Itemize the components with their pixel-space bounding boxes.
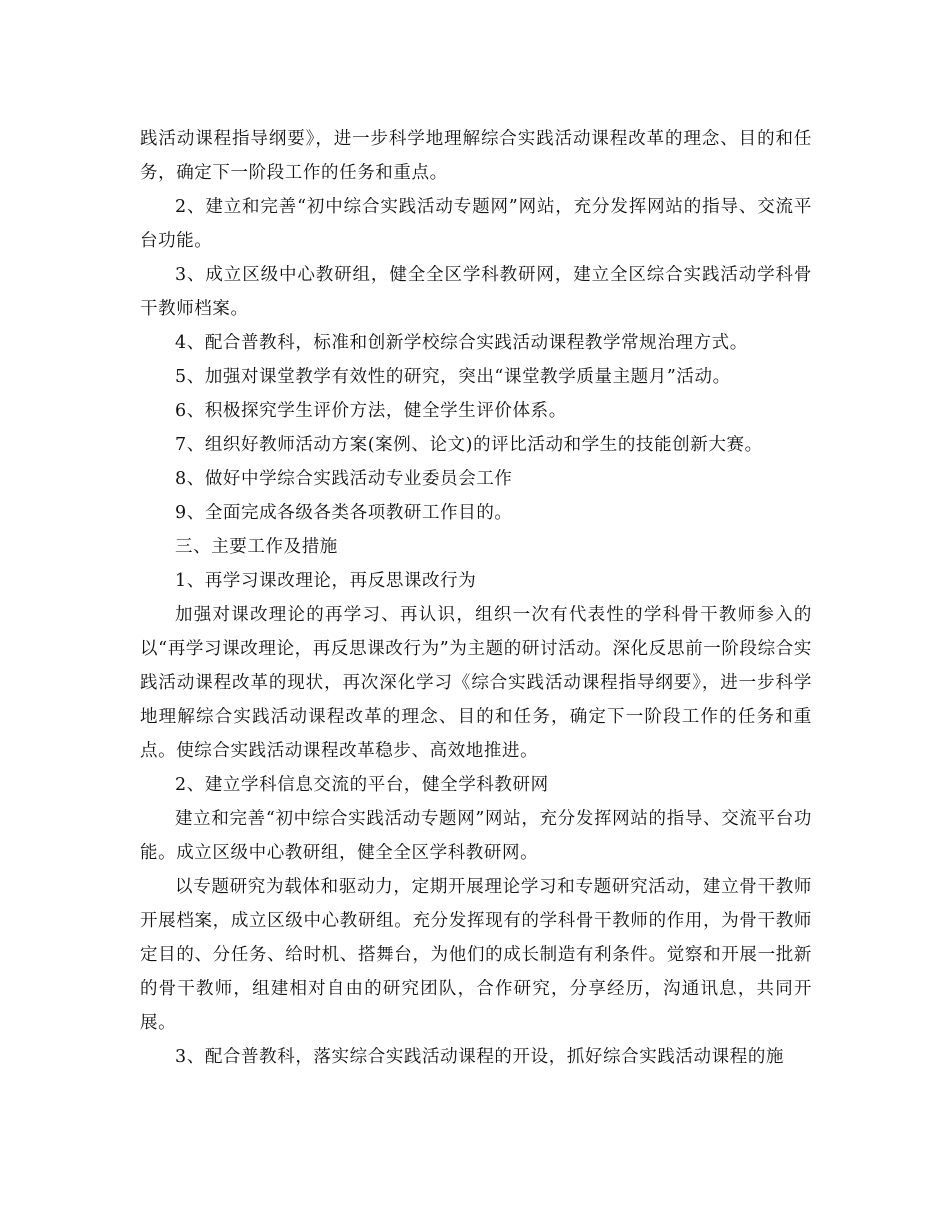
section-heading: 三、主要工作及措施	[175, 537, 338, 557]
paragraph-item-8: 8、做好中学综合实践活动专业委员会工作	[175, 469, 513, 489]
subheading-2: 2、建立学科信息交流的平台，健全学科教研网	[175, 775, 549, 795]
paragraph-body: 建立和完善“初中综合实践活动专题网”网站，充分发挥网站的指导、交流平台功能。成立区级中心教研组，健全全区学科教研网。	[140, 809, 812, 863]
document-body	[140, 122, 812, 1074]
paragraph-item-2: 2、建立和完善“初中综合实践活动专题网”网站，充分发挥网站的指导、交流平台功能。	[140, 197, 812, 251]
paragraph-item-5: 5、加强对课堂教学有效性的研究，突出“课堂教学质量主题月”活动。	[175, 367, 731, 387]
paragraph-item-9: 9、全面完成各级各类各项教研工作目的。	[175, 503, 513, 523]
subheading-1: 1、再学习课改理论，再反思课改行为	[175, 571, 477, 591]
paragraph-body: 以专题研究为载体和驱动力，定期开展理论学习和专题研究活动，建立骨干教师开展档案，成立区级中心教研组。充分发挥现有的学科骨干教师的作用，为骨干教师定目的、分任务、给时机、搭舞台，为他们的成长制造有利条件。觉察和开展一批新的骨干教师，组建相对自由的研究团队，合作研究，分享经历，沟通讯息，共同开展。	[140, 877, 812, 1033]
paragraph-item-7: 7、组织好教师活动方案(案例、论文)的评比活动和学生的技能创新大赛。	[175, 435, 763, 455]
paragraph-body: 加强对课改理论的再学习、再认识，组织一次有代表性的学科骨干教师参入的以“再学习课改理论，再反思课改行为”为主题的研讨活动。深化反思前一阶段综合实践活动课程改革的现状，再次深化学习《综合实践活动课程指导纲要》，进一步科学地理解综合实践活动课程改革的理念、目的和任务，确定下一阶段工作的任务和重点。使综合实践活动课程改革稳步、高效地推进。	[140, 605, 812, 761]
paragraph-item-3: 3、成立区级中心教研组，健全全区学科教研网，建立全区综合实践活动学科骨干教师档案。	[140, 265, 812, 319]
subheading-3: 3、配合普教科，落实综合实践活动课程的开设，抓好综合实践活动课程的施	[175, 1047, 785, 1067]
paragraph-item-4: 4、配合普教科，标准和创新学校综合实践活动课程教学常规治理方式。	[175, 333, 748, 353]
paragraph-continuation: 践活动课程指导纲要》，进一步科学地理解综合实践活动课程改革的理念、目的和任务，确定下一阶段工作的任务和重点。	[140, 129, 812, 183]
paragraph-item-6: 6、积极探究学生评价方法，健全学生评价体系。	[175, 401, 567, 421]
